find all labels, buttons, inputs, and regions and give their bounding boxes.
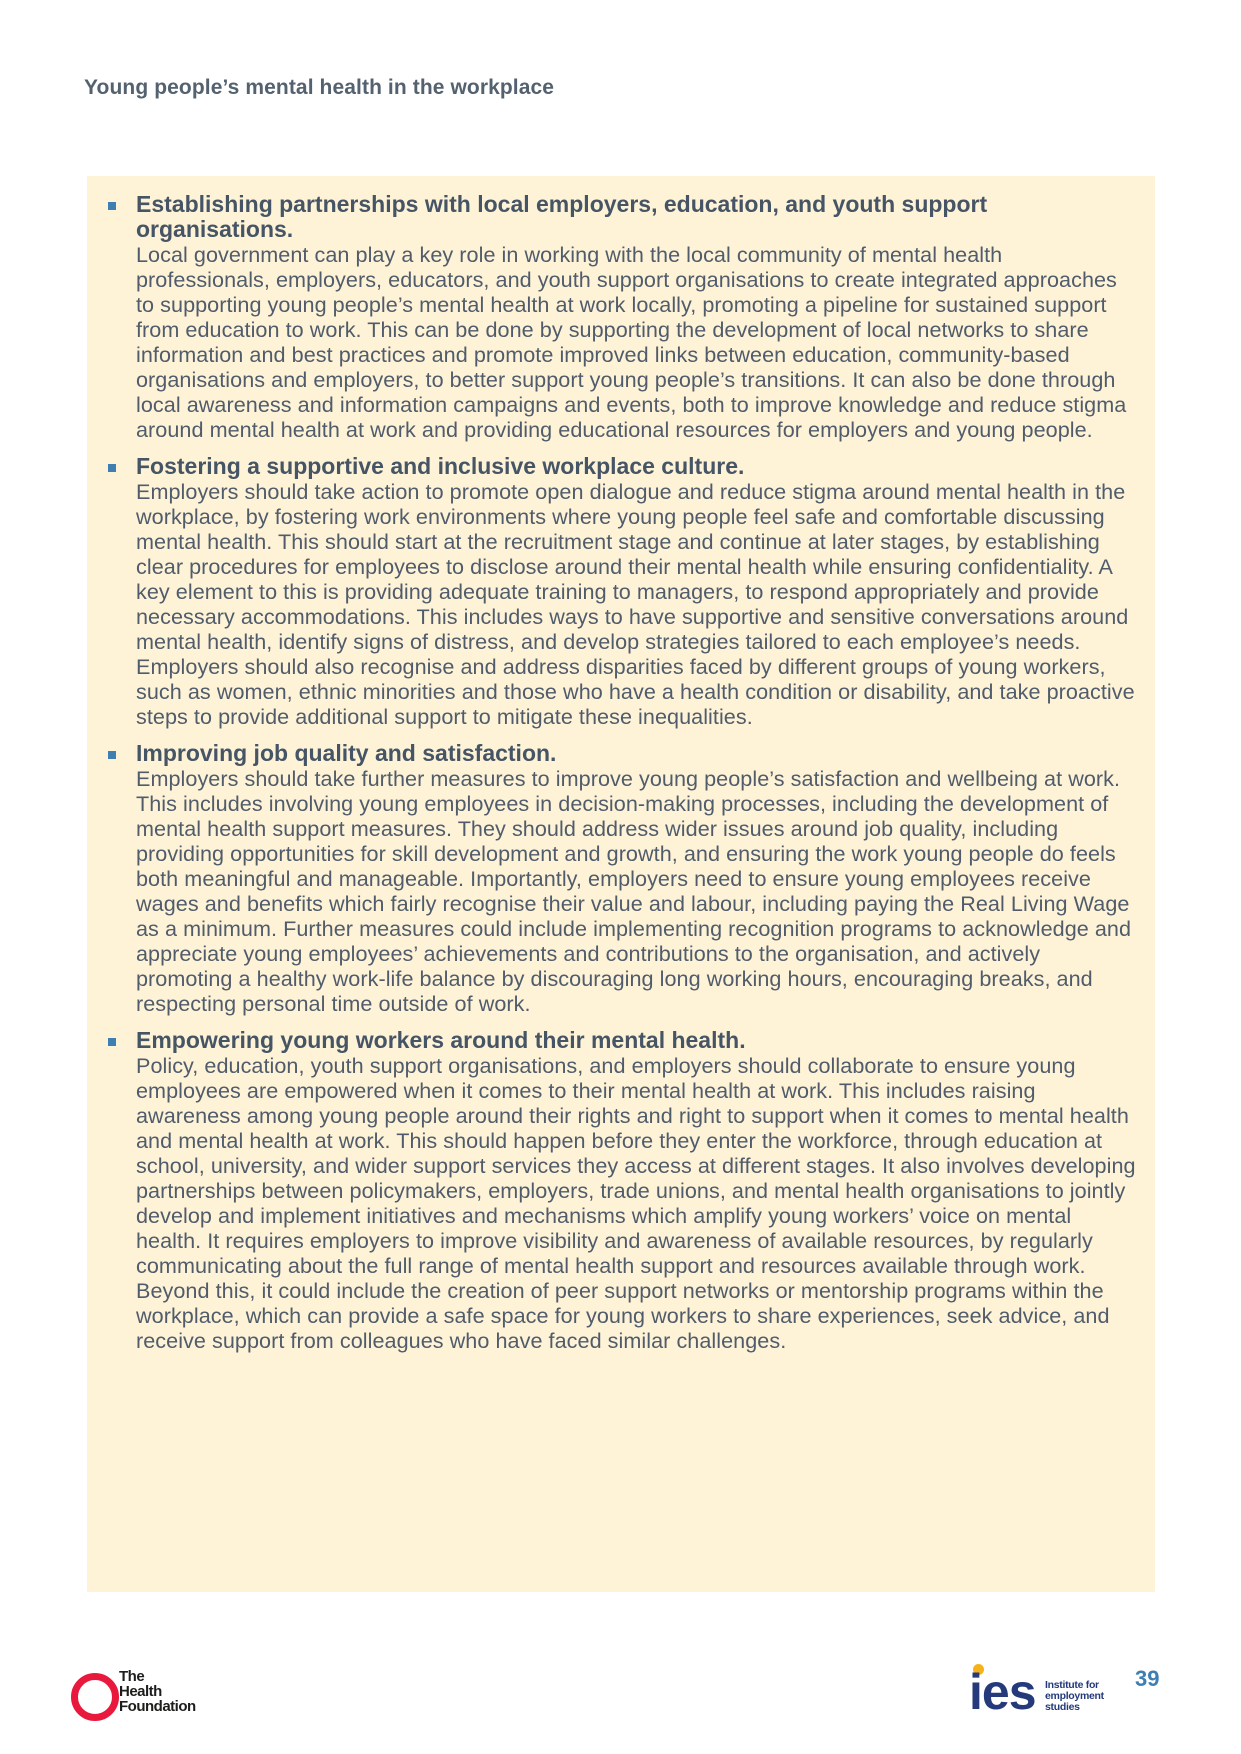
square-bullet-icon: [108, 1038, 116, 1046]
logo-line: Health: [119, 1683, 162, 1700]
recommendation-heading: Empowering young workers around their mental health.: [136, 1027, 746, 1053]
recommendation-heading: Improving job quality and satisfaction.: [136, 740, 557, 766]
ies-wordmark: ies: [969, 1664, 1036, 1720]
logo-line: employment: [1045, 1690, 1104, 1702]
ies-logo: [969, 1664, 1109, 1720]
health-foundation-logo: [71, 1669, 221, 1717]
list-item: [87, 192, 1155, 442]
recommendation-body: Policy, education, youth support organisations, and employers should collaborate to ensure young employees are empowered when it comes to their mental health at work. This includes raising awareness among young people around their rights and right to support when it comes to mental health and mental health at work. This should happen before they enter the workforce, through education at school, university, and wider support services they access at different stages. It also involves developing partnerships between policymakers, employers, trade unions, and mental health organisations to jointly develop and implement initiatives and mechanisms which amplify young workers’ voice on mental health. It requires employers to improve visibility and awareness of available resources, by regularly communicating about the full range of mental health support and resources available through work. Beyond this, it could include the creation of peer support networks or mentorship programs within the workplace, which can provide a safe space for young workers to share experiences, seek advice, and receive support from colleagues who have faced similar challenges.: [136, 1053, 1136, 1353]
page-number: 39: [1135, 1666, 1160, 1691]
logo-line: Institute for: [1045, 1679, 1099, 1691]
recommendation-body: Employers should take action to promote open dialogue and reduce stigma around mental health in the workplace, by fostering work environments where young people feel safe and comfortable discussing mental health. This should start at the recruitment stage and continue at later stages, by establishing clear procedures for employees to disclose around their mental health while ensuring confidentiality. A key element to this is providing adequate training to managers, to respond appropriately and provide necessary accommodations. This includes ways to have supportive and sensitive conversations around mental health, identify signs of distress, and develop strategies tailored to each employee’s needs. Employers should also recognise and address disparities faced by different groups of young workers, such as women, ethnic minorities and those who have a health condition or disability, and take proactive steps to provide additional support to mitigate these inequalities.: [136, 479, 1135, 729]
list-item: [87, 741, 1155, 1016]
recommendations-panel: [87, 176, 1155, 1592]
health-foundation-wordmark: [119, 1669, 196, 1714]
logo-line: The: [119, 1668, 145, 1685]
list-item: [87, 1028, 1155, 1353]
running-header: Young people’s mental health in the workplace: [84, 76, 555, 99]
recommendations-list: [87, 192, 1155, 1353]
square-bullet-icon: [108, 202, 116, 210]
recommendation-heading: Establishing partnerships with local employers, education, and youth support organisations.: [136, 191, 988, 242]
recommendation-body: Employers should take further measures to improve young people’s satisfaction and wellbeing at work. This includes involving young employees in decision-making processes, including the development of mental health support measures. They should address wider issues around job quality, including providing opportunities for skill development and growth, and ensuring the work young people do feels both meaningful and manageable. Importantly, employers need to ensure young employees receive wages and benefits which fairly recognise their value and labour, including paying the Real Living Wage as a minimum. Further measures could include implementing recognition programs to acknowledge and appreciate young employees’ achievements and contributions to the organisation, and actively promoting a healthy work-life balance by discouraging long working hours, encouraging breaks, and respecting personal time outside of work.: [136, 766, 1132, 1016]
ies-tagline: [1045, 1680, 1104, 1713]
list-item: [87, 454, 1155, 729]
logo-line: Foundation: [119, 1698, 196, 1715]
square-bullet-icon: [108, 751, 116, 759]
logo-line: studies: [1045, 1701, 1080, 1713]
recommendation-body: Local government can play a key role in working with the local community of mental health professionals, employers, educators, and youth support organisations to create integrated approaches to supporting young people’s mental health at work locally, promoting a pipeline for sustained support from education to work. This can be done by supporting the development of local networks to share information and best practices and promote improved links between education, community-based organisations and employers, to better support young people’s transitions. It can also be done through local awareness and information campaigns and events, both to improve knowledge and reduce stigma around mental health at work and providing educational resources for employers and young people.: [136, 242, 1127, 442]
health-foundation-ring-icon: [71, 1673, 119, 1721]
square-bullet-icon: [108, 464, 116, 472]
recommendation-heading: Fostering a supportive and inclusive workplace culture.: [136, 453, 745, 479]
